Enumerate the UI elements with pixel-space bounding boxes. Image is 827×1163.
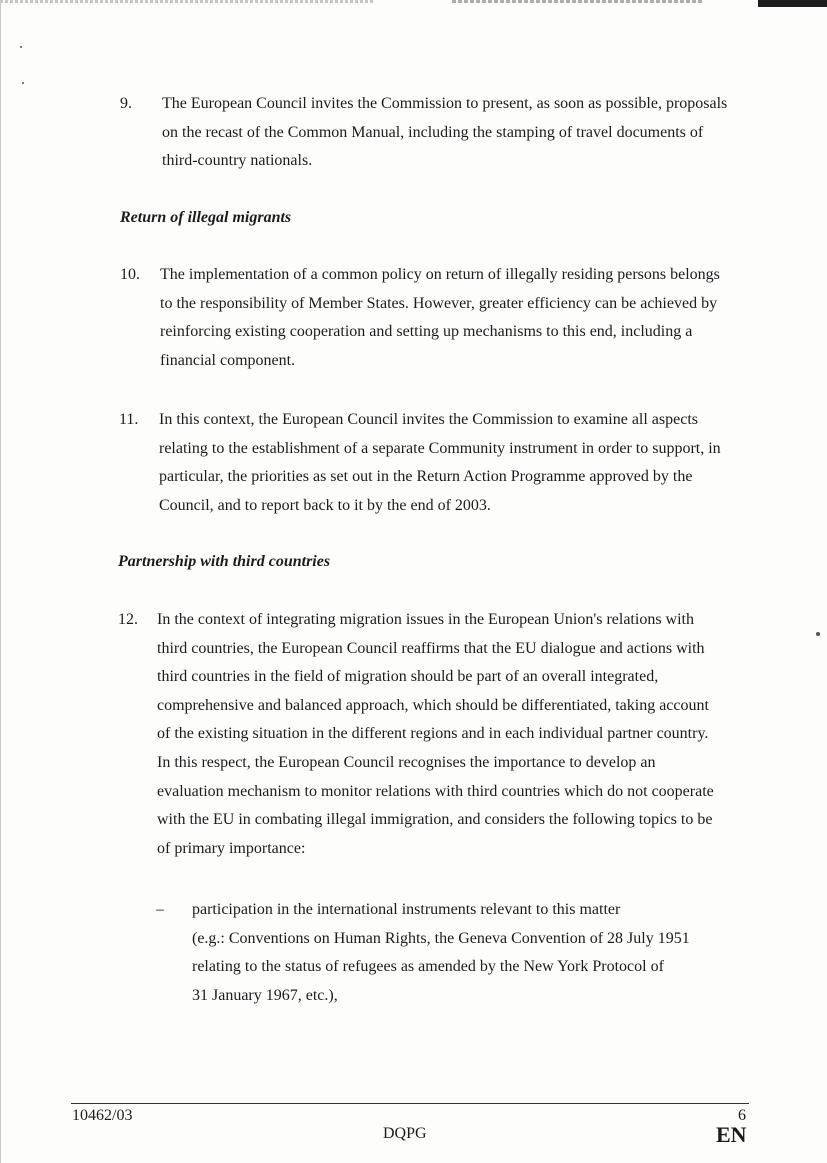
paragraph-number-9: 9. [120, 95, 132, 112]
bullet-item-line: participation in the international instruments relevant to this matter [192, 901, 621, 918]
paragraph-12 [157, 606, 767, 863]
paragraph-9-line: The European Council invites the Commission to present, as soon as possible, proposals [162, 95, 728, 112]
paragraph-12-line: third countries in the field of migration should be part of an overall integrated, [157, 668, 659, 686]
bullet-item-line: relating to the status of refugees as amended by the New York Protocol of [192, 958, 664, 976]
paragraph-11 [159, 406, 759, 520]
footer-rule [71, 1103, 749, 1104]
paragraph-12-line: evaluation mechanism to monitor relations with third countries which do not cooperate [157, 782, 714, 800]
section-heading-return: Return of illegal migrants [120, 209, 292, 226]
paragraph-9 [162, 90, 762, 176]
paragraph-9-line: third-country nationals. [162, 152, 313, 170]
paragraph-10-line: to the responsibility of Member States. However, greater efficiency can be achieved by [160, 294, 718, 312]
footer-department: DQPG [383, 1125, 427, 1142]
paragraph-number-12: 12. [118, 611, 138, 628]
footer-language: EN [716, 1122, 747, 1147]
scan-artifact-left-edge [0, 0, 1, 1163]
paragraph-10-line: reinforcing existing cooperation and setting up mechanisms to this end, including a [160, 323, 693, 341]
paragraph-9-line: on the recast of the Common Manual, including the stamping of travel documents of [162, 123, 704, 141]
bullet-item [192, 896, 762, 1010]
paragraph-10 [160, 261, 760, 375]
footer-page-number: 6 [738, 1107, 746, 1124]
bullet-dash: – [156, 901, 164, 918]
paragraph-12-line: third countries, the European Council reaffirms that the EU dialogue and actions with [157, 639, 705, 657]
scan-artifact-top-middle [452, 0, 704, 3]
bullet-item-line: (e.g.: Conventions on Human Rights, the Geneva Convention of 28 July 1951 [192, 929, 690, 947]
paragraph-number-10: 10. [120, 266, 140, 283]
scan-speck [22, 82, 24, 84]
paragraph-10-line: financial component. [160, 351, 296, 369]
paragraph-12-line: In the context of integrating migration issues in the European Union's relations with [157, 611, 694, 628]
paragraph-12-line: comprehensive and balanced approach, which should be differentiated, taking account [157, 696, 709, 714]
paragraph-10-line: The implementation of a common policy on return of illegally residing persons belongs [160, 266, 720, 283]
paragraph-number-11: 11. [119, 411, 139, 428]
paragraph-12-line: with the EU in combating illegal immigration, and considers the following topics to be [157, 811, 713, 829]
scan-artifact-top-left [0, 0, 375, 3]
paragraph-12-line: In this respect, the European Council recognises the importance to develop an [157, 753, 656, 771]
bullet-item-line: 31 January 1967, etc.), [192, 986, 338, 1004]
scan-speck [20, 46, 22, 48]
scan-speck [816, 632, 820, 636]
paragraph-11-line: relating to the establishment of a separate Community instrument in order to support, in [159, 439, 721, 457]
scan-artifact-top-right [758, 0, 827, 7]
paragraph-12-line: of the existing situation in the different regions and in each individual partner country. [157, 725, 709, 743]
paragraph-12-line: of primary importance: [157, 839, 306, 857]
section-heading-partnership: Partnership with third countries [118, 553, 331, 570]
paragraph-11-line: In this context, the European Council invites the Commission to examine all aspects [159, 411, 699, 428]
footer-doc-number: 10462/03 [72, 1107, 133, 1124]
paragraph-11-line: Council, and to report back to it by the end of 2003. [159, 496, 491, 514]
paragraph-11-line: particular, the priorities as set out in the Return Action Programme approved by the [159, 468, 693, 486]
